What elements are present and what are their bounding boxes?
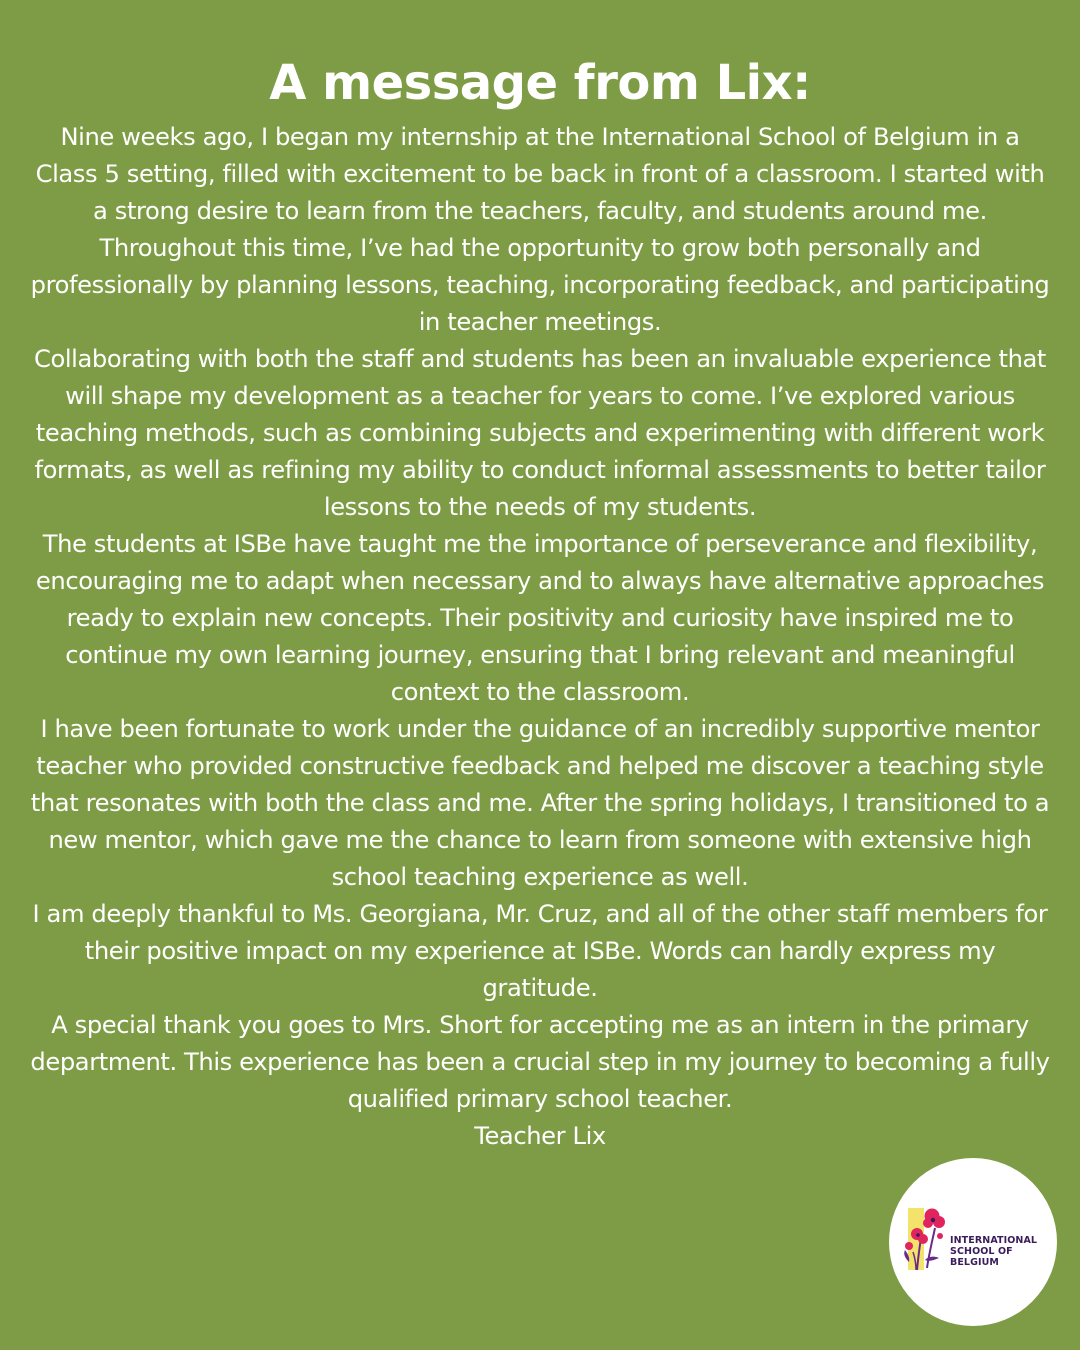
poppy-flowers-icon	[899, 1202, 949, 1274]
paragraph-6: A special thank you goes to Mrs. Short for accepting me as an intern in the primary department. This experience has been a crucial step in my journey to becoming a fully qualified primary school teacher.	[30, 1011, 1050, 1113]
school-logo	[889, 1158, 1057, 1326]
paragraph-5: I am deeply thankful to Ms. Georgiana, Mr. Cruz, and all of the other staff members for their positive impact on my experience at ISBe. Words can hardly express my gratitude.	[32, 900, 1048, 1002]
paragraph-3: The students at ISBe have taught me the importance of perseverance and flexibility, encouraging me to adapt when necessary and to always have alternative approaches ready to explain new concepts. Their positivity and curiosity have inspired me to continue my own learning journey, ensuring that I bring relevant and meaningful context to the classroom.	[35, 530, 1045, 706]
school-name-line-1: INTERNATIONAL	[950, 1235, 1038, 1246]
school-name-line-2: SCHOOL OF	[950, 1246, 1013, 1257]
school-name-line-3: BELGIUM	[950, 1257, 999, 1268]
school-name	[950, 1235, 1037, 1268]
paragraph-1: Nine weeks ago, I began my internship at the International School of Belgium in a Class 5 setting, filled with excitement to be back in front of a classroom. I started with a strong desire to learn from the teachers, faculty, and students around me. Throughout this time, I’ve had the opportunity to grow both personally and professionally by planning lessons, teaching, incorporating feedback, and participating in teacher meetings.	[30, 123, 1050, 336]
paragraph-4: I have been fortunate to work under the guidance of an incredibly supportive mentor teacher who provided constructive feedback and helped me discover a teaching style that resonates with both the class and me. After the spring holidays, I transitioned to a new mentor, which gave me the chance to learn from someone with extensive high school teaching experience as well.	[30, 715, 1050, 891]
paragraph-2: Collaborating with both the staff and students has been an invaluable experience that will shape my development as a teacher for years to come. I’ve explored various teaching methods, such as combining subjects and experimenting with different work formats, as well as refining my ability to conduct informal assessments to better tailor lessons to the needs of my students.	[33, 345, 1047, 521]
signature: Teacher Lix	[474, 1122, 606, 1150]
message-body	[30, 119, 1050, 1155]
page-title: A message from Lix:	[269, 55, 811, 111]
